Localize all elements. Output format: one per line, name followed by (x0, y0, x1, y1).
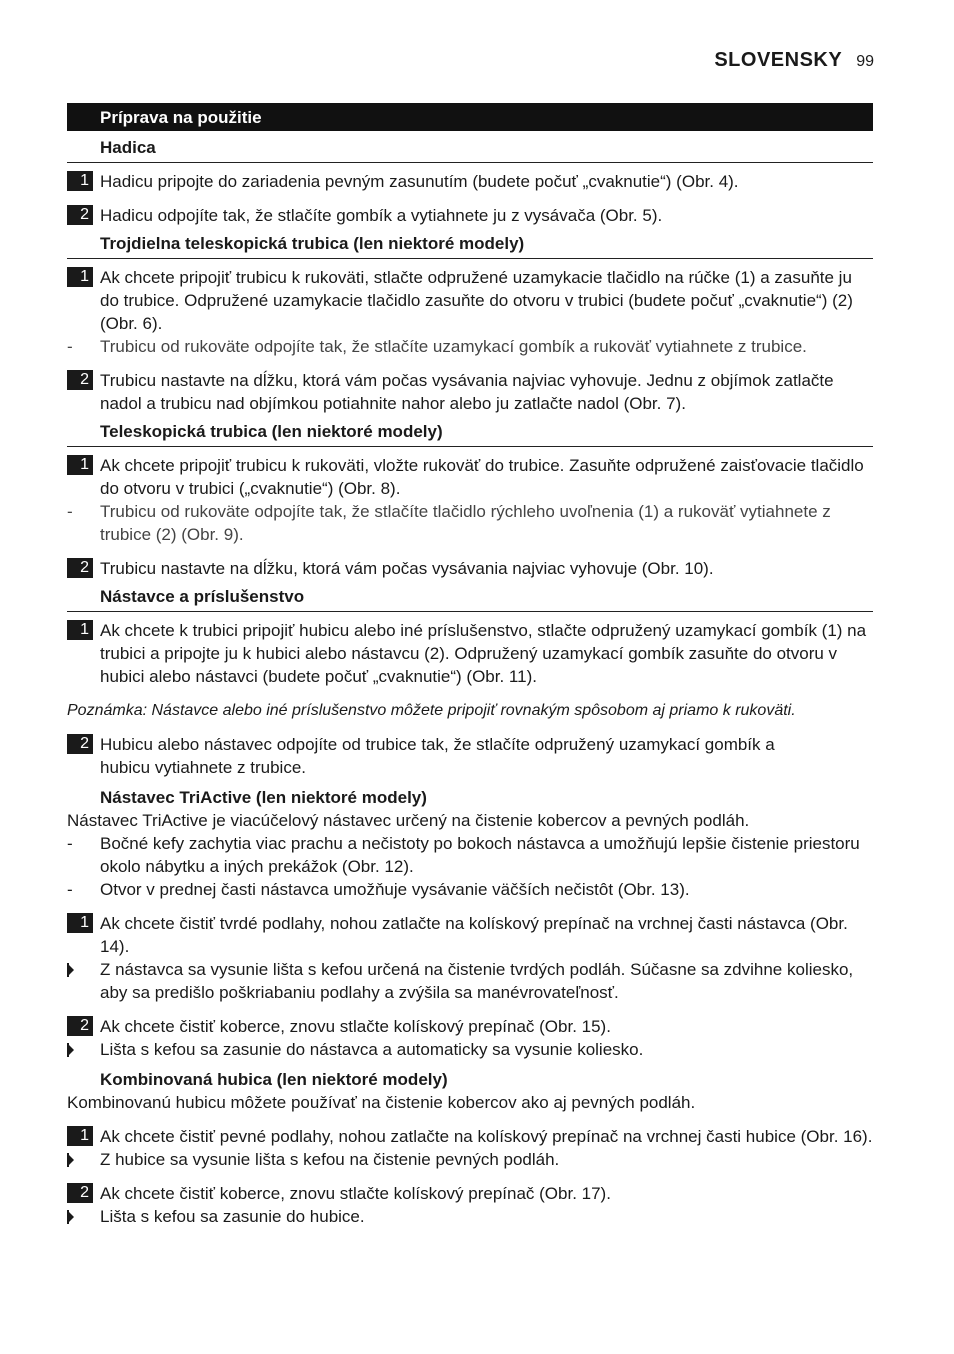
dash-text: Otvor v prednej časti nástavca umožňuje vysávanie väčších nečistôt (Obr. 13). (100, 880, 690, 899)
step-number: 2 (67, 1016, 93, 1036)
step-text: Ak chcete pripojiť trubicu k rukoväti, stlačte odpružené uzamykacie tlačidlo na rúčke (1) a zasuňte ju do trubice. Odpružené uzamykacie tlačidlo zasuňte do otvoru v trubici (budete počuť „cvaknutie“) (2) (Obr. 6). (100, 268, 853, 333)
page-header (714, 49, 874, 72)
step-2 (67, 1182, 873, 1205)
dash-item (67, 832, 873, 878)
step-number: 2 (67, 558, 93, 578)
page-number: 99 (856, 53, 874, 70)
dash-marker: - (67, 502, 73, 521)
step-text: Ak chcete čistiť tvrdé podlahy, nohou zatlačte na kolískový prepínač na vrchnej časti nástavca (Obr. 14). (100, 914, 848, 956)
step-2 (67, 369, 873, 415)
language-label: SLOVENSKY (714, 49, 843, 71)
step-number: 2 (67, 1183, 93, 1203)
step-1 (67, 170, 873, 193)
subheading-triactive: Nástavec TriActive (len niektoré modely) (100, 788, 427, 807)
step-1 (67, 619, 873, 688)
step-number: 1 (67, 1126, 93, 1146)
step-text: Hadicu odpojíte tak, že stlačíte gombík a vytiahnete ju z vysávača (Obr. 5). (100, 206, 663, 225)
result-item (67, 1205, 873, 1228)
step-text: Hubicu alebo nástavec odpojíte od trubice tak, že stlačíte odpružený uzamykací gombík a hubicu vytiahnete z trubice. (100, 735, 775, 777)
step-2 (67, 1015, 873, 1038)
step-number: 2 (67, 370, 93, 390)
result-text: Lišta s kefou sa zasunie do nástavca a automaticky sa vysunie koliesko. (100, 1040, 644, 1059)
step-text: Ak chcete čistiť koberce, znovu stlačte kolískový prepínač (Obr. 15). (100, 1017, 611, 1036)
step-text: Trubicu nastavte na dĺžku, ktorá vám počas vysávania najviac vyhovuje. Jednu z objímok zatlačte nadol a trubicu nad objímkou potiahnite nahor alebo ju zatlačte nadol (Obr. 7). (100, 371, 834, 413)
step-1 (67, 454, 873, 500)
dash-marker: - (67, 337, 73, 356)
step-1 (67, 266, 873, 335)
step-number: 1 (67, 267, 93, 287)
note: Poznámka: Nástavce alebo iné príslušenstvo môžete pripojiť rovnakým spôsobom aj priamo k rukoväti. (67, 702, 796, 719)
step-number: 1 (67, 455, 93, 475)
step-text: Hadicu pripojte do zariadenia pevným zasunutím (budete počuť „cvaknutie“) (Obr. 4). (100, 172, 739, 191)
result-text: Z nástavca sa vysunie lišta s kefou určená na čistenie tvrdých podláh. Súčasne sa zdvihne koliesko, aby sa predišlo poškriabaniu podlahy a zvýšila sa manévrovateľnosť. (100, 960, 854, 1002)
dash-item (67, 878, 873, 901)
subheading-hadica: Hadica (67, 131, 873, 163)
result-arrow-icon (67, 1210, 74, 1224)
subheading-kombinovana: Kombinovaná hubica (len niektoré modely) (100, 1070, 448, 1089)
step-2 (67, 733, 873, 779)
step-2 (67, 204, 873, 227)
step-1 (67, 912, 873, 958)
dash-item (67, 335, 873, 358)
step-text: Trubicu nastavte na dĺžku, ktorá vám počas vysávania najviac vyhovuje (Obr. 10). (100, 559, 714, 578)
subheading-nastavce: Nástavce a príslušenstvo (67, 580, 873, 612)
result-text: Lišta s kefou sa zasunie do hubice. (100, 1207, 365, 1226)
result-item (67, 1038, 873, 1061)
subheading-trojdielna: Trojdielna teleskopická trubica (len niektoré modely) (67, 227, 873, 259)
dash-marker: - (67, 834, 73, 853)
step-text: Ak chcete pripojiť trubicu k rukoväti, vložte rukoväť do trubice. Zasuňte odpružené zaisťovacie tlačidlo do otvoru v trubici („cvaknutie“) (Obr. 8). (100, 456, 864, 498)
step-number: 2 (67, 734, 93, 754)
result-arrow-icon (67, 1043, 74, 1057)
section-title: Príprava na použitie (67, 103, 873, 131)
step-text: Ak chcete čistiť koberce, znovu stlačte kolískový prepínač (Obr. 17). (100, 1184, 611, 1203)
step-text: Ak chcete čistiť pevné podlahy, nohou zatlačte na kolískový prepínač na vrchnej časti hubice (Obr. 16). (100, 1127, 873, 1146)
step-number: 1 (67, 620, 93, 640)
result-arrow-icon (67, 963, 74, 977)
result-item (67, 958, 873, 1004)
result-text: Z hubice sa vysunie lišta s kefou na čistenie pevných podláh. (100, 1150, 560, 1169)
subheading-teleskopicka: Teleskopická trubica (len niektoré modely) (67, 415, 873, 447)
intro-text: Nástavec TriActive je viacúčelový nástavec určený na čistenie kobercov a pevných podláh. (67, 811, 750, 830)
content (67, 103, 873, 1228)
intro-text: Kombinovanú hubicu môžete používať na čistenie kobercov ako aj pevných podláh. (67, 1093, 696, 1112)
step-number: 1 (67, 913, 93, 933)
step-1 (67, 1125, 873, 1148)
result-item (67, 1148, 873, 1171)
dash-text: Trubicu od rukoväte odpojíte tak, že stlačíte uzamykací gombík a rukoväť vytiahnete z trubice. (100, 337, 807, 356)
step-2 (67, 557, 873, 580)
result-arrow-icon (67, 1153, 74, 1167)
step-number: 1 (67, 171, 93, 191)
dash-item (67, 500, 873, 546)
step-number: 2 (67, 205, 93, 225)
dash-marker: - (67, 880, 73, 899)
dash-text: Trubicu od rukoväte odpojíte tak, že stlačíte tlačidlo rýchleho uvoľnenia (1) a rukoväť vytiahnete z trubice (2) (Obr. 9). (100, 502, 831, 544)
step-text: Ak chcete k trubici pripojiť hubicu alebo iné príslušenstvo, stlačte odpružený uzamykací gombík (1) na trubici a pripojte ju k hubici alebo nástavcu (2). Odpružený uzamykací gombík zasuňte do otvoru v hubici alebo nástavci (budete počuť „cvaknutie“) (Obr. 11). (100, 621, 867, 686)
dash-text: Bočné kefy zachytia viac prachu a nečistoty po bokoch nástavca a umožňujú lepšie čistenie priestoru okolo nábytku a iných prekážok (Obr. 12). (100, 834, 860, 876)
